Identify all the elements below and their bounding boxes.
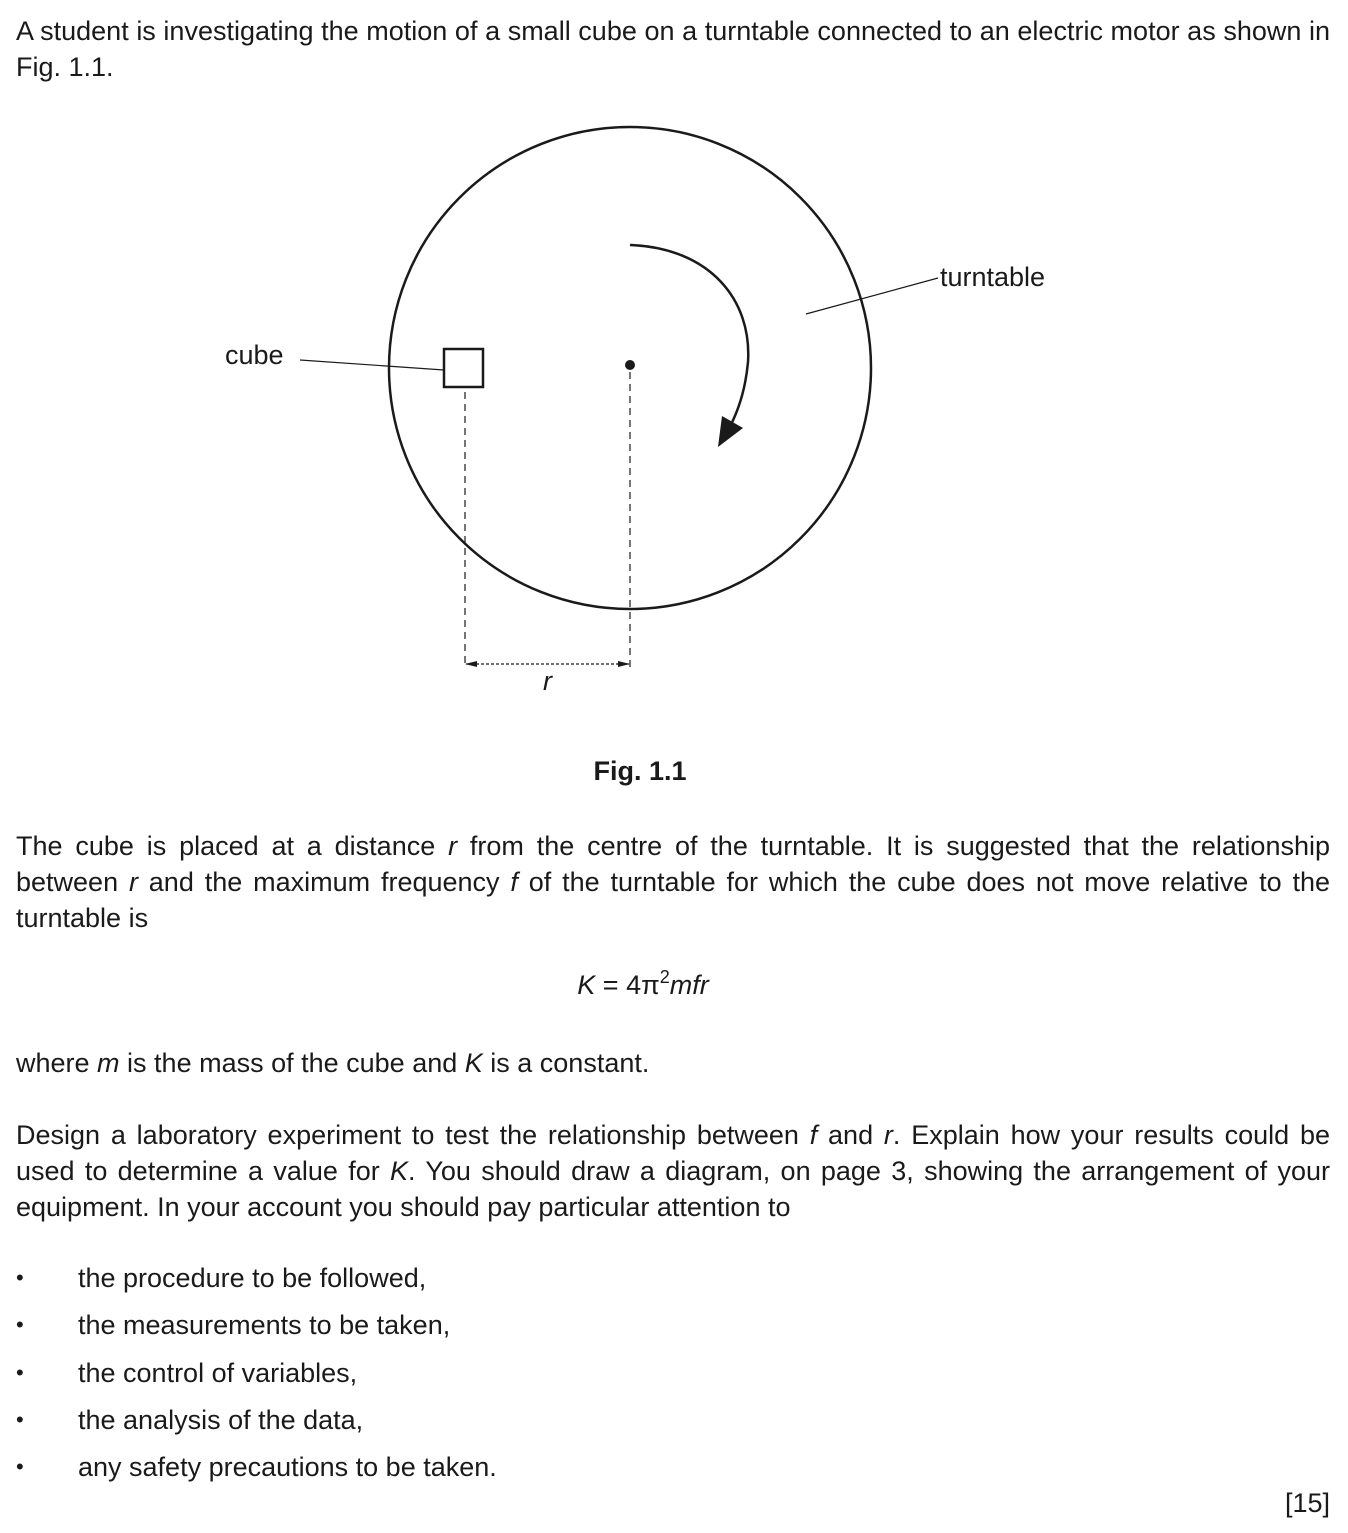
text-span: is the mass of the cube and xyxy=(119,1048,465,1078)
cube-square xyxy=(444,349,483,387)
variable-m: m xyxy=(97,1048,120,1078)
text-span: of the turntable for which the cube does not move relative to the turntable is xyxy=(16,867,1330,933)
text-span: is a constant. xyxy=(482,1048,650,1078)
equation-rhs: mfr xyxy=(669,970,709,1000)
turntable-label: turntable xyxy=(940,262,1046,292)
description-paragraph xyxy=(16,828,1330,936)
bullet-icon: • xyxy=(16,1265,24,1290)
bullet-icon: • xyxy=(16,1454,24,1480)
text-span: and the maximum frequency xyxy=(137,867,511,897)
list-item-text: the procedure to be followed, xyxy=(78,1263,427,1293)
bullet-icon: • xyxy=(16,1406,24,1432)
text-span: where xyxy=(16,1048,98,1078)
figure-caption: Fig. 1.1 xyxy=(593,756,687,786)
list-item-text: the analysis of the data, xyxy=(78,1404,364,1435)
equation-lhs: K xyxy=(577,970,596,1000)
cube-label: cube xyxy=(225,340,284,370)
equation-equals: = 4π xyxy=(595,970,660,1000)
rotation-arrowhead xyxy=(718,416,743,447)
list-item-text: any safety precautions to be taken. xyxy=(78,1452,497,1483)
task-paragraph xyxy=(16,1117,1330,1225)
variable-k: K xyxy=(464,1048,483,1078)
equation-superscript: 2 xyxy=(659,967,670,987)
variable-r: r xyxy=(128,867,138,897)
text-span: from the centre of the turntable. It is suggested that the relationship between xyxy=(16,831,1330,897)
equation xyxy=(0,967,1286,1001)
rotation-arrow xyxy=(630,245,748,432)
text-span: The cube is placed at a distance xyxy=(16,831,449,861)
bullet-icon: • xyxy=(16,1312,24,1338)
text-span: . Explain how your results could be used to determine a value for xyxy=(16,1120,1330,1186)
definition-paragraph xyxy=(16,1045,1330,1081)
turntable-leader-line xyxy=(806,278,938,314)
variable-r: r xyxy=(883,1120,893,1150)
list-item-text: the control of variables, xyxy=(78,1357,358,1388)
cube-leader-line xyxy=(300,360,444,370)
list-item-text: the measurements to be taken, xyxy=(78,1310,451,1341)
bullet-icon: • xyxy=(16,1359,24,1385)
text-span: Design a laboratory experiment to test the relationship between xyxy=(16,1120,810,1150)
variable-k: K xyxy=(390,1156,409,1186)
turntable-figure xyxy=(0,100,1348,720)
text-span: . You should draw a diagram, on page 3, showing the arrangement of your equipment. In your account you should pay particular attention to xyxy=(16,1156,1330,1222)
marks-allocation: [15] xyxy=(1284,1488,1330,1518)
variable-f: f xyxy=(809,1120,818,1150)
variable-r: r xyxy=(448,831,458,861)
variable-f: f xyxy=(510,867,518,897)
intro-paragraph: A student is investigating the motion of a small cube on a turntable connected to an electric motor as shown in Fig. 1.1. xyxy=(16,16,1330,82)
r-label: r xyxy=(543,666,552,696)
text-span: and xyxy=(817,1120,884,1150)
centre-point xyxy=(625,360,635,370)
